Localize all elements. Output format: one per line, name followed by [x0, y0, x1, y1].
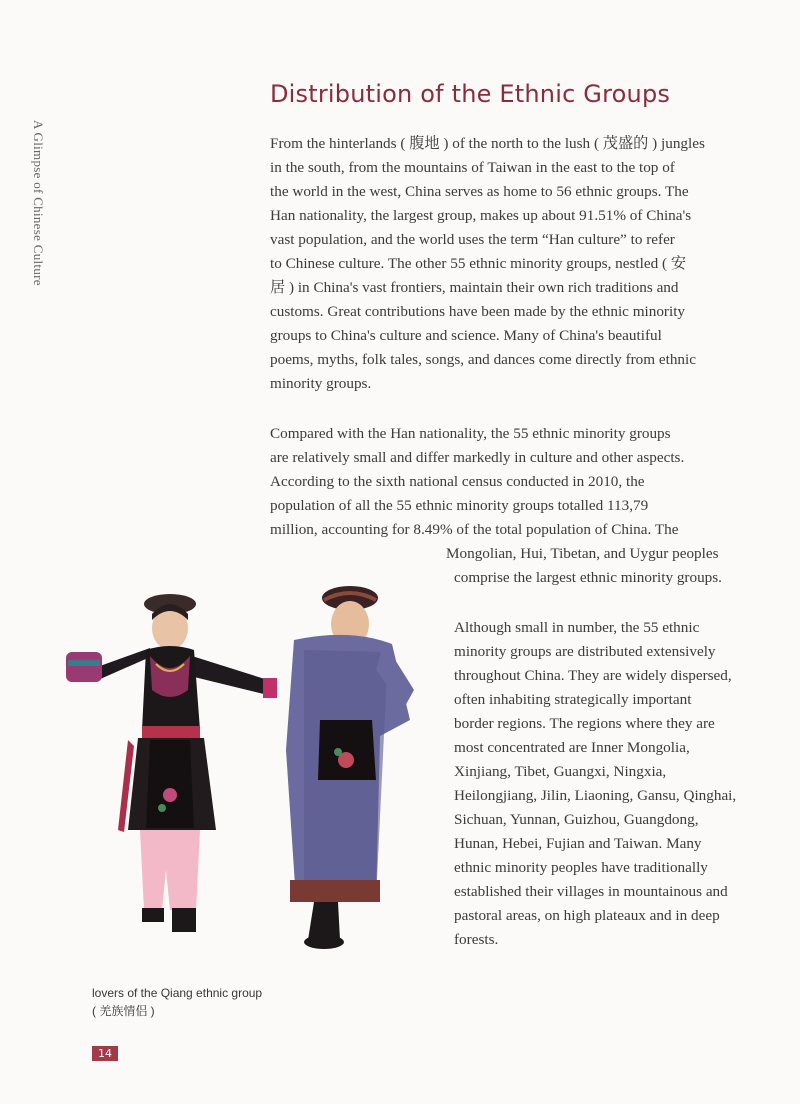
text-line: minority groups.	[270, 375, 372, 392]
text-line: comprise the largest ethnic minority groups.	[454, 569, 722, 586]
female-dancer-figure	[66, 594, 277, 932]
text-line: million, accounting for 8.49% of the total population of China. The	[270, 521, 679, 538]
male-dancer-figure	[286, 586, 414, 949]
dancers-photo	[58, 580, 428, 970]
text-line: to Chinese culture. The other 55 ethnic minority groups, nestled ( 安	[270, 255, 687, 272]
text-line: According to the sixth national census conducted in 2010, the	[270, 473, 645, 490]
text-line: Xinjiang, Tibet, Guangxi, Ningxia,	[454, 763, 667, 780]
text-line: population of all the 55 ethnic minority groups totalled 113,79	[270, 497, 649, 514]
text-line: in the south, from the mountains of Taiwan in the east to the top of	[270, 159, 675, 176]
text-line: throughout China. They are widely dispersed,	[454, 667, 732, 684]
text-line: pastoral areas, on high plateaux and in deep	[454, 907, 720, 924]
text-line: Heilongjiang, Jilin, Liaoning, Gansu, Qinghai,	[454, 787, 737, 804]
text-line: From the hinterlands ( 腹地 ) of the north to the lush ( 茂盛的 ) jungles	[270, 135, 705, 152]
text-line: the world in the west, China serves as home to 56 ethnic groups. The	[270, 183, 689, 200]
text-line: most concentrated are Inner Mongolia,	[454, 739, 690, 756]
page-number-badge: 14	[92, 1046, 118, 1061]
text-line: customs. Great contributions have been made by the ethnic minority	[270, 303, 686, 320]
text-line: border regions. The regions where they are	[454, 715, 715, 732]
text-line: are relatively small and differ markedly in culture and other aspects.	[270, 449, 685, 466]
caption-line-chinese: ( 羌族情侣 )	[92, 1004, 155, 1018]
text-line: Han nationality, the largest group, makes up about 91.51% of China's	[270, 207, 692, 224]
text-line: minority groups are distributed extensively	[454, 643, 716, 660]
book-title-vertical: A Glimpse of Chinese Culture	[31, 120, 46, 286]
text-line: Compared with the Han nationality, the 55 ethnic minority groups	[270, 425, 671, 442]
text-line: vast population, and the world uses the term “Han culture” to refer	[270, 231, 675, 248]
text-line: Mongolian, Hui, Tibetan, and Uygur peoples	[446, 545, 719, 562]
text-line: ethnic minority peoples have traditionally	[454, 859, 708, 876]
text-line: 居 ) in China's vast frontiers, maintain their own rich traditions and	[270, 279, 679, 296]
text-line: often inhabiting strategically important	[454, 691, 692, 708]
text-line: poems, myths, folk tales, songs, and dances come directly from ethnic	[270, 351, 696, 368]
page-heading: Distribution of the Ethnic Groups	[270, 80, 671, 108]
text-line: established their villages in mountainous and	[454, 883, 728, 900]
text-line: forests.	[454, 931, 499, 948]
text-line: Although small in number, the 55 ethnic	[454, 619, 700, 636]
text-line: groups to China's culture and science. Many of China's beautiful	[270, 327, 662, 344]
text-line: Hunan, Hebei, Fujian and Taiwan. Many	[454, 835, 702, 852]
text-line: Sichuan, Yunnan, Guizhou, Guangdong,	[454, 811, 699, 828]
caption-line-english: lovers of the Qiang ethnic group	[92, 986, 263, 1000]
photo-caption	[92, 984, 262, 1020]
